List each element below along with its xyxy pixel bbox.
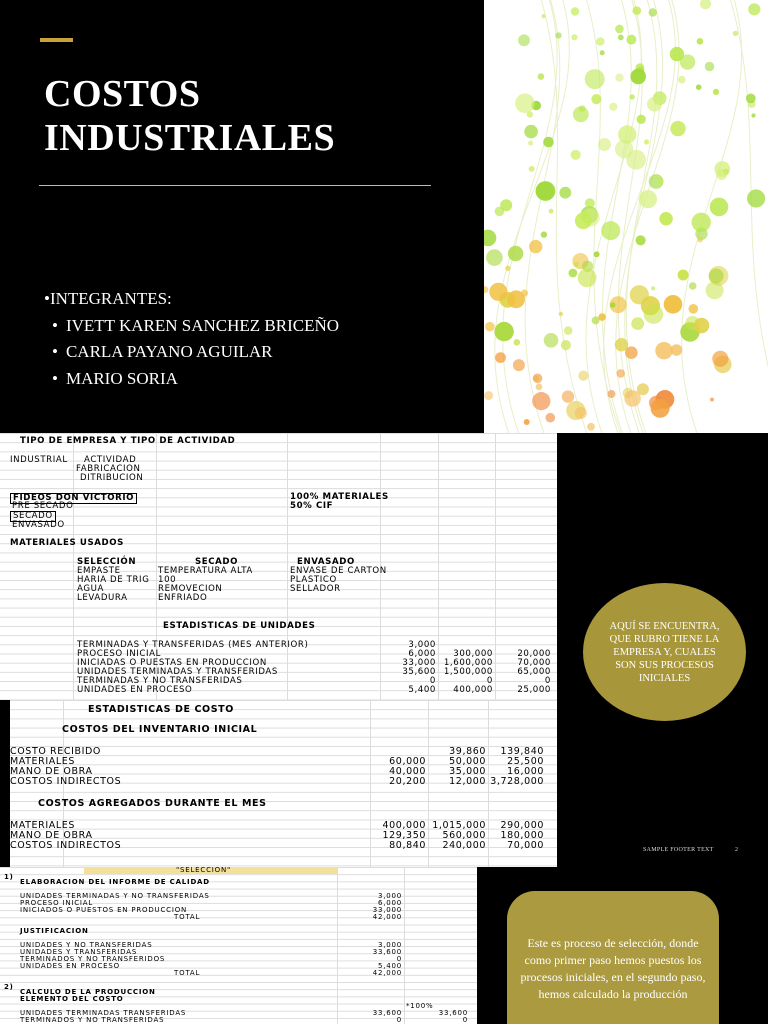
bubble-dot bbox=[692, 213, 711, 232]
bubble-dot bbox=[710, 398, 714, 402]
row-value: 42,000 bbox=[372, 913, 402, 921]
bubble-dot bbox=[678, 76, 686, 84]
bubble-dot bbox=[649, 8, 657, 16]
bubble-dot bbox=[538, 73, 545, 80]
bubble-dot bbox=[569, 269, 578, 278]
section-title: JUSTIFICACION bbox=[20, 927, 89, 935]
bubble-dot bbox=[678, 270, 689, 281]
add-value: 560,000 bbox=[442, 830, 486, 841]
row-value: 0 bbox=[396, 1016, 402, 1024]
bubble-dot bbox=[733, 31, 738, 36]
bubble-dot bbox=[626, 35, 636, 45]
stats-value: 300,000 bbox=[453, 649, 493, 659]
bubble-dot bbox=[689, 304, 699, 314]
bubble-dot bbox=[670, 47, 684, 61]
cell-material: 100 bbox=[158, 575, 177, 585]
cell-material: REMOVECION bbox=[158, 584, 223, 594]
inv-label: MANO DE OBRA bbox=[10, 766, 93, 777]
bubble-dot bbox=[489, 283, 507, 301]
bubble-dot bbox=[524, 419, 530, 425]
row-value: 5,400 bbox=[377, 962, 402, 970]
inv-value: 16,000 bbox=[507, 766, 544, 777]
bubble-dot bbox=[697, 38, 704, 45]
add-label: MATERIALES bbox=[10, 820, 75, 831]
bubble-dot bbox=[689, 282, 697, 290]
add-value: 1,015,000 bbox=[432, 820, 486, 831]
bubble-dot bbox=[559, 312, 563, 316]
bubble-dot bbox=[697, 237, 703, 243]
spreadsheet-selection bbox=[0, 867, 477, 1024]
bubble-dot bbox=[571, 34, 577, 40]
bubble-dot bbox=[574, 262, 579, 267]
bubble-dot bbox=[484, 391, 493, 400]
bubble-dot bbox=[571, 150, 581, 160]
bubble-dot bbox=[484, 230, 496, 247]
footer-text: SAMPLE FOOTER TEXT bbox=[643, 847, 714, 853]
bubble-dot bbox=[486, 249, 503, 266]
bubble-dot bbox=[615, 338, 628, 351]
cost-stats-title: ESTADISTICAS DE COSTO bbox=[88, 704, 234, 715]
bubble-dot bbox=[533, 374, 543, 384]
stats-title: ESTADISTICAS DE UNIDADES bbox=[163, 621, 316, 631]
section-title: CALCULO DE LA PRODUCCION bbox=[20, 988, 156, 996]
inv-value: 60,000 bbox=[389, 756, 426, 767]
add-value: 240,000 bbox=[442, 840, 486, 851]
bubble-dot bbox=[615, 73, 623, 81]
inv-value: 12,000 bbox=[449, 776, 486, 787]
bubble-dot bbox=[536, 384, 543, 391]
spreadsheet-company-info bbox=[0, 433, 557, 700]
row-label: TOTAL bbox=[174, 913, 201, 921]
bubble-dot bbox=[528, 141, 533, 146]
cell-material: PLASTICO bbox=[290, 575, 337, 585]
stats-label: TERMINADAS Y TRANSFERIDAS (MES ANTERIOR) bbox=[77, 640, 309, 650]
stats-value: 65,000 bbox=[517, 667, 551, 677]
step-number: 2) bbox=[4, 983, 14, 991]
bubble-dot bbox=[694, 318, 710, 334]
bubble-dot bbox=[709, 269, 724, 284]
inv-value: 50,000 bbox=[449, 756, 486, 767]
bubble-dot bbox=[608, 390, 616, 398]
stats-value: 0 bbox=[486, 676, 493, 686]
bubble-dot bbox=[585, 69, 605, 89]
bubble-dot bbox=[543, 137, 554, 148]
row-value: 42,000 bbox=[372, 969, 402, 977]
stats-label: UNIDADES TERMINADAS Y TRANSFERIDAS bbox=[77, 667, 278, 677]
bubble-dot bbox=[644, 139, 649, 144]
bubble-dot bbox=[555, 32, 561, 38]
bubble-dot bbox=[541, 14, 545, 18]
bubble-dot bbox=[575, 212, 592, 229]
bubble-dot bbox=[615, 25, 624, 34]
bubble-dot bbox=[651, 399, 670, 418]
row-value: 33,600 bbox=[438, 1009, 468, 1017]
bubble-strand bbox=[731, 0, 768, 433]
row-label: UNIDADES Y NO TRANSFERIDAS bbox=[20, 941, 153, 949]
company-slide bbox=[0, 433, 768, 867]
bubble-dot bbox=[748, 3, 760, 15]
bubble-dot bbox=[564, 326, 573, 335]
cell-material: ENFRIADO bbox=[158, 593, 208, 603]
stats-label: PROCESO INICIAL bbox=[77, 649, 161, 659]
row-value: 3,000 bbox=[377, 892, 402, 900]
add-value: 80,840 bbox=[389, 840, 426, 851]
step-number: 1) bbox=[4, 873, 14, 881]
col-seleccion: SELECCIÓN bbox=[77, 557, 137, 567]
bubble-dot bbox=[591, 94, 601, 104]
bubble-dot bbox=[514, 339, 521, 346]
bubble-dot bbox=[546, 413, 556, 423]
cell-actividad: ACTIVIDAD bbox=[84, 455, 137, 465]
bubble-dot bbox=[484, 286, 488, 293]
add-value: 129,350 bbox=[382, 830, 426, 841]
cell-pct-cif: 50% CIF bbox=[290, 501, 334, 511]
add-value: 180,000 bbox=[500, 830, 544, 841]
bubble-dot bbox=[651, 286, 655, 290]
accent-bar bbox=[40, 38, 73, 42]
member-item: • MARIO SORIA bbox=[52, 366, 339, 393]
inv-label: COSTO RECIBIDO bbox=[10, 746, 101, 757]
bubble-dot bbox=[637, 115, 646, 124]
inv-value: 20,200 bbox=[389, 776, 426, 787]
slide-title bbox=[44, 72, 335, 160]
col-secado: SECADO bbox=[195, 557, 239, 567]
title-slide bbox=[0, 0, 768, 433]
row-label: TERMINADOS Y NO TRANSFERIDOS bbox=[20, 955, 166, 963]
bubble-dot bbox=[508, 246, 523, 261]
bubble-dot bbox=[700, 0, 711, 9]
cell-material: HARIA DE TRIG bbox=[77, 575, 150, 585]
bubble-dot bbox=[631, 317, 644, 330]
cell-material: LEVADURA bbox=[77, 593, 128, 603]
bubble-dot bbox=[639, 190, 657, 208]
members-label: •INTEGRANTES: bbox=[44, 289, 172, 308]
bubble-dot bbox=[747, 189, 765, 207]
bubble-dot bbox=[578, 269, 597, 288]
bubble-dot bbox=[633, 6, 642, 15]
bubble-dot bbox=[636, 235, 646, 245]
bubble-dot bbox=[746, 94, 756, 104]
member-item: • CARLA PAYANO AGUILAR bbox=[52, 339, 339, 366]
bubble-dot bbox=[485, 322, 495, 332]
stats-label: UNIDADES EN PROCESO bbox=[77, 685, 193, 695]
row-value: 0 bbox=[462, 1016, 468, 1024]
cell-material: EMPASTE bbox=[77, 566, 121, 576]
explanation-text: Este es proceso de selección, donde como primer paso hemos puestos los procesos iniciales, en el segundo paso, hemos calculado la producción bbox=[520, 936, 706, 1001]
bubble-dot bbox=[659, 212, 672, 225]
stats-value: 6,000 bbox=[408, 649, 436, 659]
add-value: 290,000 bbox=[500, 820, 544, 831]
bubble-dot bbox=[696, 84, 702, 90]
inv-label: MATERIALES bbox=[10, 756, 75, 767]
inv-label: COSTOS INDIRECTOS bbox=[10, 776, 122, 787]
bubble-dot bbox=[616, 369, 625, 378]
stats-value: 70,000 bbox=[517, 658, 551, 668]
stats-value: 5,400 bbox=[408, 685, 436, 695]
stats-value: 1,500,000 bbox=[443, 667, 493, 677]
bubble-dot bbox=[594, 251, 600, 257]
bubble-strand bbox=[525, 0, 560, 433]
row-label: TOTAL bbox=[174, 969, 201, 977]
page-number: 2 bbox=[735, 847, 738, 853]
cell-fabricacion: FABRICACION bbox=[76, 464, 141, 474]
bubble-dot bbox=[575, 407, 587, 419]
cell-material: TEMPERATURA ALTA bbox=[158, 566, 253, 576]
bubble-dot bbox=[610, 302, 616, 308]
row-label: UNIDADES TERMINADAS Y NO TRANSFERIDAS bbox=[20, 892, 210, 900]
bubble-dot bbox=[561, 340, 571, 350]
bubble-dot bbox=[507, 290, 525, 308]
bubble-dot bbox=[544, 333, 559, 348]
explanation-card bbox=[507, 891, 719, 1024]
bubble-strand bbox=[503, 0, 558, 433]
member-item: • IVETT KAREN SANCHEZ BRICEÑO bbox=[52, 313, 339, 340]
bubble-dot bbox=[618, 125, 636, 143]
stats-value: 400,000 bbox=[453, 685, 493, 695]
row-value: 0 bbox=[396, 955, 402, 963]
bubble-dot bbox=[655, 342, 672, 359]
bubble-dot bbox=[524, 125, 538, 139]
info-circle bbox=[583, 583, 746, 721]
bubble-dot bbox=[705, 62, 715, 72]
bubble-dot bbox=[657, 178, 664, 185]
bubble-dot bbox=[664, 295, 683, 314]
spreadsheet-cost-stats bbox=[10, 700, 557, 867]
selection-header: "SELECCION" bbox=[176, 867, 232, 874]
title-divider bbox=[39, 185, 431, 186]
stats-value: 25,000 bbox=[517, 685, 551, 695]
col-envasado: ENVASADO bbox=[297, 557, 355, 567]
row-label: INICIADOS O PUESTOS EN PRODUCCION bbox=[20, 906, 188, 914]
cell-pct-materiales: 100% MATERIALES bbox=[290, 492, 389, 502]
bubble-dot bbox=[500, 199, 512, 211]
row-label: UNIDADES EN PROCESO bbox=[20, 962, 120, 970]
stats-value: 33,000 bbox=[402, 658, 436, 668]
bubble-dot bbox=[629, 94, 634, 99]
add-value: 400,000 bbox=[382, 820, 426, 831]
bubble-dot bbox=[536, 182, 554, 200]
cell-material: ENVASE DE CARTON bbox=[290, 566, 387, 576]
bubble-dot bbox=[505, 266, 510, 271]
row-value: 33,000 bbox=[372, 906, 402, 914]
row-label: TERMINADOS Y NO TRANSFERIDAS bbox=[20, 1016, 165, 1024]
materials-title: MATERIALES USADOS bbox=[10, 538, 124, 548]
bubble-dot bbox=[532, 392, 550, 410]
stats-value: 20,000 bbox=[517, 649, 551, 659]
bubble-dot bbox=[710, 198, 729, 217]
bubble-dot bbox=[712, 351, 728, 367]
bubble-dot bbox=[495, 352, 506, 363]
bubble-dot bbox=[713, 89, 719, 95]
section-subtitle: ELEMENTO DEL COSTO bbox=[20, 995, 124, 1003]
bubble-dot bbox=[513, 359, 525, 371]
cell-material: SELLADOR bbox=[290, 584, 341, 594]
title-line-1: COSTOS bbox=[44, 73, 201, 115]
cell-material: AGUA bbox=[77, 584, 104, 594]
bubble-dot bbox=[549, 209, 554, 214]
inv-value: 40,000 bbox=[389, 766, 426, 777]
bubble-dot bbox=[644, 304, 664, 324]
title-line-2: INDUSTRIALES bbox=[44, 117, 336, 159]
bubble-dot bbox=[529, 240, 542, 253]
stats-value: 0 bbox=[544, 676, 551, 686]
bubble-dot bbox=[598, 138, 611, 151]
bubble-dot bbox=[571, 7, 579, 15]
section-title: ELABORACION DEL INFORME DE CALIDAD bbox=[20, 878, 210, 886]
cell-company: FIDEOS DON VICTORIO bbox=[10, 493, 137, 504]
row-value: 33,600 bbox=[372, 1009, 402, 1017]
stats-label: TERMINADAS Y NO TRANSFERIDAS bbox=[77, 676, 243, 686]
bubble-dot bbox=[624, 390, 641, 407]
inv-value: 35,000 bbox=[449, 766, 486, 777]
bubble-dot bbox=[579, 105, 586, 112]
row-value: 6,000 bbox=[377, 899, 402, 907]
bubble-dot bbox=[751, 113, 755, 117]
bubble-dot bbox=[647, 97, 662, 112]
add-label: COSTOS INDIRECTOS bbox=[10, 840, 122, 851]
cell-pre-secado: PRE SECADO bbox=[12, 501, 74, 511]
inv-value: 3,728,000 bbox=[490, 776, 544, 787]
bubble-dot bbox=[670, 121, 685, 136]
add-title: COSTOS AGREGADOS DURANTE EL MES bbox=[38, 798, 267, 809]
members-list bbox=[44, 286, 339, 392]
row-label: PROCESO INICIAL bbox=[20, 899, 94, 907]
cell-envasado: ENVASADO bbox=[12, 520, 65, 530]
bubble-dot bbox=[578, 371, 588, 381]
bubble-dot bbox=[562, 390, 574, 402]
bubble-dot bbox=[541, 231, 547, 237]
bubble-dot bbox=[529, 166, 535, 172]
stats-value: 35,600 bbox=[402, 667, 436, 677]
selection-slide bbox=[0, 867, 768, 1024]
bubble-dot bbox=[600, 50, 605, 55]
bubble-dot bbox=[630, 69, 646, 85]
bubble-dot bbox=[592, 316, 600, 324]
inv-value: 39,860 bbox=[449, 746, 486, 757]
percent-label: *100% bbox=[406, 1002, 434, 1010]
cell-industrial: INDUSTRIAL bbox=[10, 455, 68, 465]
stats-value: 3,000 bbox=[408, 640, 436, 650]
stats-value: 0 bbox=[429, 676, 436, 686]
inv-value: 139,840 bbox=[500, 746, 544, 757]
row-value: 3,000 bbox=[377, 941, 402, 949]
add-value: 70,000 bbox=[507, 840, 544, 851]
stats-label: INICIADAS O PUESTAS EN PRODUCCION bbox=[77, 658, 267, 668]
bubble-dot bbox=[596, 37, 605, 46]
sheet-heading: TIPO DE EMPRESA Y TIPO DE ACTIVIDAD bbox=[20, 436, 236, 446]
bubble-dot bbox=[601, 221, 620, 240]
bubble-dot bbox=[494, 322, 513, 341]
bubble-dot bbox=[671, 344, 683, 356]
bubble-dot bbox=[585, 198, 595, 208]
stats-value: 1,600,000 bbox=[443, 658, 493, 668]
bubble-dot bbox=[587, 423, 595, 431]
cell-secado: SECADO bbox=[10, 511, 56, 522]
bubble-dot bbox=[559, 187, 571, 199]
inv-value: 25,500 bbox=[507, 756, 544, 767]
inv-title: COSTOS DEL INVENTARIO INICIAL bbox=[62, 724, 258, 735]
row-label: UNIDADES TERMINADAS TRANSFERIDAS bbox=[20, 1009, 187, 1017]
cell-distribucion: DITRIBUCION bbox=[80, 473, 144, 483]
bubble-dot bbox=[609, 103, 617, 111]
info-circle-text: AQUÍ SE ENCUENTRA, QUE RUBRO TIENE LA EMPRESA Y, CUALES SON SUS PROCESOS INICIALES bbox=[609, 620, 720, 684]
decorative-bubbles-image bbox=[484, 0, 768, 433]
row-label: UNIDADES Y TRANSFERIDAS bbox=[20, 948, 138, 956]
add-label: MANO DE OBRA bbox=[10, 830, 93, 841]
bubble-dot bbox=[716, 169, 727, 180]
bubble-dot bbox=[515, 94, 535, 114]
bubble-dot bbox=[618, 35, 624, 41]
bubble-strand bbox=[495, 0, 570, 433]
row-value: 33,600 bbox=[372, 948, 402, 956]
bubble-dot bbox=[518, 34, 530, 46]
